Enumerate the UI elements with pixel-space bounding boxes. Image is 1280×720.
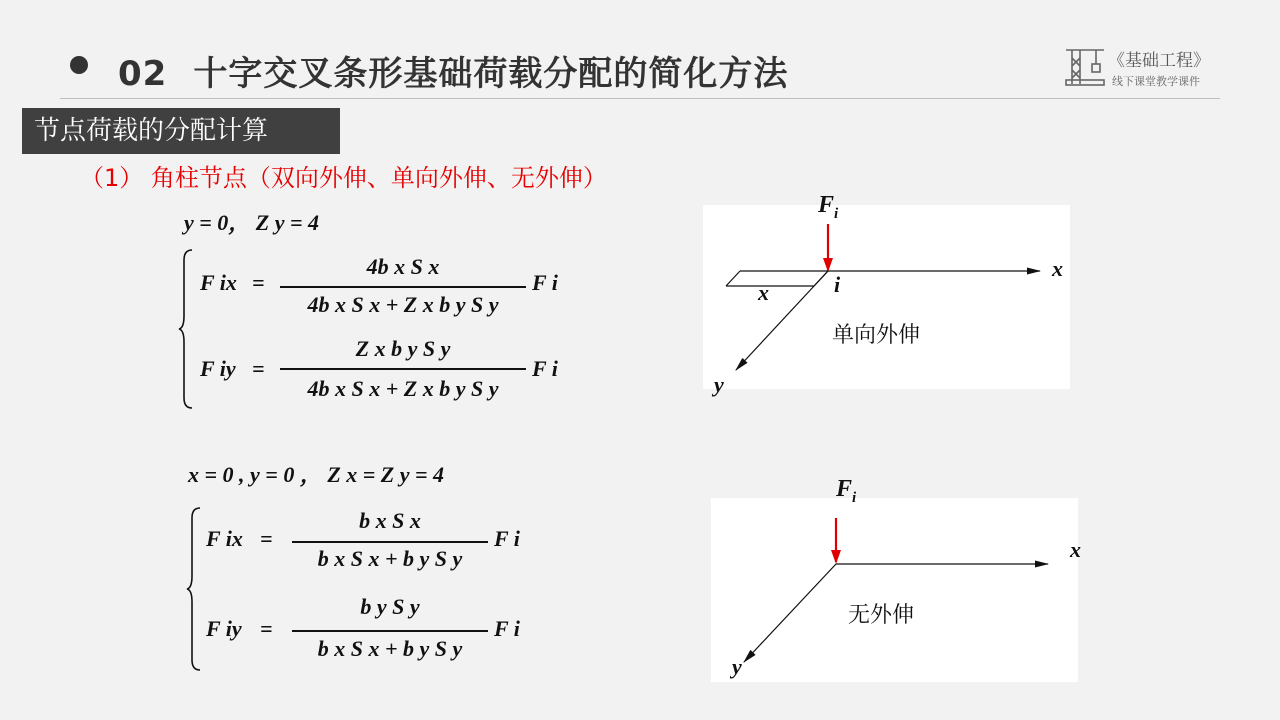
formula2-fix-numerator: b x S x (359, 508, 421, 533)
formula2-fix-rhs: F i (494, 526, 520, 551)
formula2-fiy-lhs: F iy (206, 616, 242, 641)
logo-subtitle: 线下课堂教学课件 (1112, 75, 1200, 88)
formula2-fiy-eq: = (260, 616, 273, 641)
formula2-fix-lhs: F ix (206, 526, 243, 551)
diagram2-x-label: x (1070, 537, 1081, 562)
formula2-fiy-denominator: b x S x + b y S y (317, 636, 463, 661)
diagram1-overhang-label: x (758, 280, 769, 305)
title-divider (60, 98, 1220, 99)
formula1-fiy-numerator: Z x b y S y (355, 336, 451, 361)
formula1-fix-numerator: 4b x S x (366, 254, 440, 279)
formula1-fiy-denominator: 4b x S x + Z x b y S y (307, 376, 499, 401)
title-bullet (70, 56, 88, 74)
formula2-fix-eq: = (260, 526, 273, 551)
formula1-condition: y = 0， Z y = 4 (184, 210, 320, 235)
subtitle: （1） 角柱节点（双向外伸、单向外伸、无外伸） (80, 164, 607, 192)
formula1-fix-eq: = (252, 270, 265, 295)
formula1-fiy-rhs: F i (532, 356, 558, 381)
title-number: 02 (118, 54, 168, 94)
title-text: 十字交叉条形基础荷载分配的简化方法 (193, 54, 789, 94)
formula1-fix-rhs: F i (532, 270, 558, 295)
formula1-fix-lhs: F ix (200, 270, 237, 295)
formula2-fix-fraction-bar (292, 541, 488, 543)
diagram2-force-label: $F_i$ (836, 476, 857, 506)
formula1-fix-denominator: 4b x S x + Z x b y S y (307, 292, 499, 317)
formula2-fiy-fraction-bar (292, 630, 488, 632)
diagram2-y-label: y (732, 654, 742, 679)
formula1-fiy-eq: = (252, 356, 265, 381)
page-title (118, 46, 788, 95)
formula2-fiy-numerator: b y S y (360, 594, 420, 619)
diagram2-caption: 无外伸 (848, 603, 915, 628)
formula1-fiy-lhs: F iy (200, 356, 236, 381)
section-label: 节点荷载的分配计算 (22, 108, 340, 154)
diagram1-y-label: y (714, 372, 724, 397)
crane-logo-icon (1062, 44, 1108, 88)
formula2-brace (186, 506, 202, 672)
formula2-condition: x = 0 , y = 0 ， Z x = Z y = 4 (188, 462, 445, 487)
formula1-fix-fraction-bar (280, 286, 526, 288)
diagram1-x-label: x (1052, 256, 1063, 281)
formula2-fix-denominator: b x S x + b y S y (317, 546, 463, 571)
diagram1-caption: 单向外伸 (832, 323, 921, 348)
formula2-fiy-rhs: F i (494, 616, 520, 641)
diagram2-y-axis (744, 564, 836, 662)
logo-title: 《基础工程》 (1108, 51, 1210, 71)
formula1-brace (178, 248, 194, 410)
diagram2-figure (710, 490, 1110, 690)
diagram1-force-label: $F_i$ (818, 192, 839, 222)
formula1-fiy-fraction-bar (280, 368, 526, 370)
diagram1-node-label: i (834, 272, 841, 297)
